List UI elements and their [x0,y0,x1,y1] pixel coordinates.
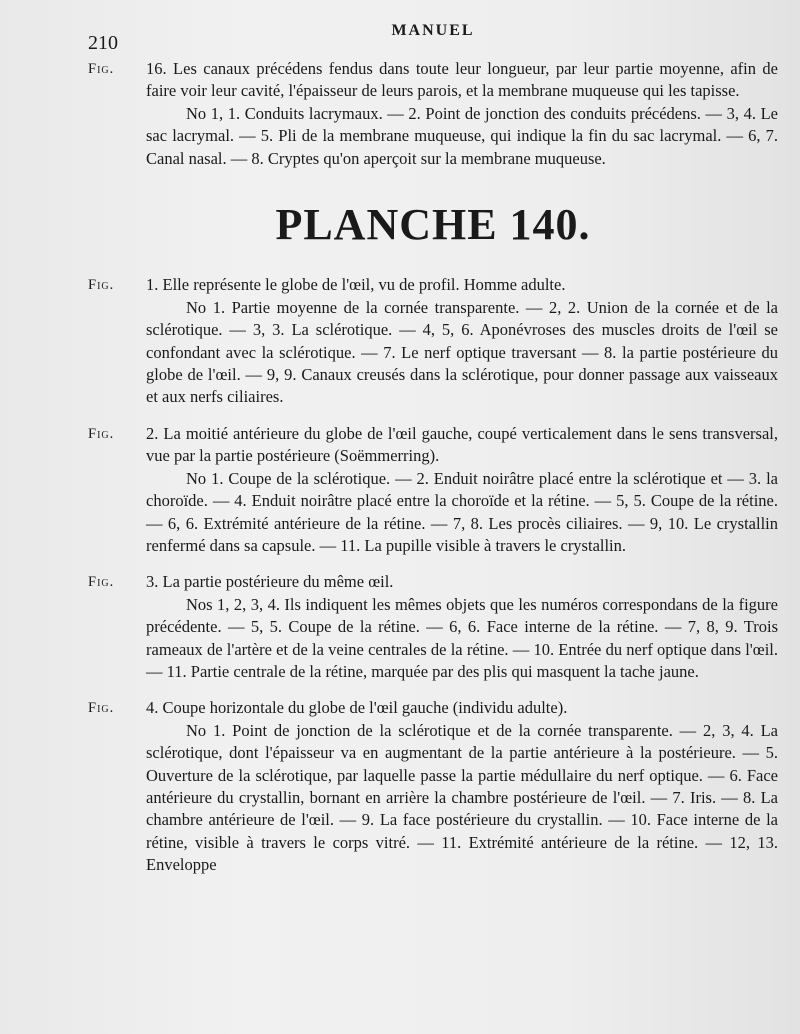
fig-label: Fig. [88,61,115,77]
fig-legend-numbers: No 1. Coupe de la sclérotique. — 2. Enduit noirâtre placé entre la sclérotique et — 3. la choroïde. — 4. Enduit noirâtre placé entre la choroïde et la rétine. — 5, 5. Coupe de la rétine. — 6, 6. Extrémité antérieure de la rétine. — 7, 8. Les procès ciliaires. — 9, 10. Le crystallin renfermé dans sa capsule. — 11. La pupille visible à travers le crystallin. [146,468,778,555]
fig-4-entry [88,697,778,876]
running-title: MANUEL [391,22,475,39]
fig-label: Fig. [88,574,115,591]
fig-16-entry [88,58,778,170]
page-body [88,58,778,877]
fig-heading: 2. La moitié antérieure du globe de l'œil gauche, coupé verticalement dans le sens transversal, vue par la partie postérieure (Soëmmerring). [146,423,778,466]
plate-title: PLANCHE 140. [275,200,591,250]
fig-heading: 4. Coupe horizontale du globe de l'œil gauche (individu adulte). [146,698,568,718]
fig-heading: 3. La partie postérieure du même œil. [146,572,394,592]
fig-label: Fig. [88,277,115,294]
fig-legend-numbers: No 1, 1. Conduits lacrymaux. — 2. Point de jonction des conduits précédens. — 3, 4. Le sac lacrymal. — 5. Pli de la membrane muqueuse, qui indique la fin du sac lacrymal. — 6, 7. Canal nasal. — 8. Cryptes qu'on aperçoit sur la membrane muqueuse. [146,103,778,168]
fig-2-entry [88,423,778,557]
fig-label: Fig. [88,425,115,442]
fig-3-entry [88,571,778,683]
page-header [88,22,778,58]
page-number: 210 [88,32,118,54]
fig-label: Fig. [88,700,115,717]
fig-legend-numbers: Nos 1, 2, 3, 4. Ils indiquent les mêmes objets que les numéros correspondans de la figure précédente. — 5, 5. Coupe de la rétine. — 6, 6. Face interne de la rétine. — 7, 8, 9. Trois rameaux de l'artère et de la veine centrales de la rétine. — 10. Entrée du nerf optique dans l'œil. — 11. Partie centrale de la rétine, marquée par des plis qui masquent la tache jaune. [146,594,778,681]
fig-heading: 1. Elle représente le globe de l'œil, vu de profil. Homme adulte. [146,275,566,295]
fig-legend-numbers: No 1. Point de jonction de la sclérotique et de la cornée transparente. — 2, 3, 4. La sclérotique, dont l'épaisseur va en augmentant de la partie antérieure à la postérieure. — 5. Ouverture de la sclérotique, par laquelle passe la partie médullaire du nerf optique. — 6. Face antérieure du crystallin, bornant en arrière la chambre postérieure de l'œil. — 7. Iris. — 8. La chambre antérieure de l'œil. — 9. La face postérieure du crystallin. — 10. Face interne de la rétine, visible à travers le corps vitré. — 11. Extrémité antérieure de la rétine. — 12, 13. Enveloppe [146,720,778,875]
fig-legend-numbers: No 1. Partie moyenne de la cornée transparente. — 2, 2. Union de la cornée et de la sclérotique. — 3, 3. La sclérotique. — 4, 5, 6. Aponévroses des muscles droits de l'œil se confondant avec la sclérotique. — 7. Le nerf optique traversant — 8. la partie postérieure du globe de l'œil. — 9, 9. Canaux creusés dans la sclérotique, pour donner passage aux vaisseaux et aux nerfs ciliaires. [146,297,778,407]
fig-heading: 16. Les canaux précédens fendus dans toute leur longueur, par leur partie moyenne, afin de faire voir leur cavité, l'épaisseur de leurs parois, et la membrane muqueuse qui les tapisse. [146,59,778,101]
fig-1-entry [88,274,778,408]
